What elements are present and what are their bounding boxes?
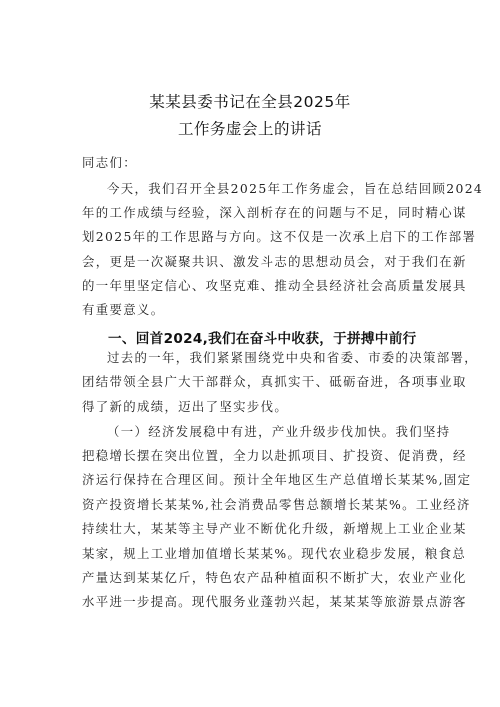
salutation: 同志们： (82, 155, 137, 170)
subsection-paragraph-line: 某家，规上工业增加值增长某某%。现代农业稳步发展，粮食总 (82, 546, 467, 561)
subsection-paragraph-line: 济运行保持在合理区间。预计全年地区生产总值增长某某%,固定 (82, 472, 472, 487)
intro-line: 有重要意义。 (82, 302, 165, 317)
subsection-paragraph-line: 把稳增长摆在突出位置，全力以赴抓项目、扩投资、促消费，经 (82, 448, 467, 463)
subsection-paragraph-line: 资产投资增长某某%,社会消费品零售总额增长某某%。工业经济 (82, 497, 471, 512)
section-heading: 一、回首2024,我们在奋斗中收获，于拼搏中前行 (108, 331, 417, 347)
intro-line: 年的工作成绩与经验，深入剖析存在的问题与不足，同时精心谋 (82, 205, 467, 220)
section-paragraph-line: 得了新的成绩，迈出了坚实步伐。 (82, 399, 289, 414)
subsection-paragraph-line: 持续壮大，某某等主导产业不断优化升级，新增规上工业企业某 (82, 521, 467, 536)
subsection-paragraph-line: （一）经济发展稳中有进，产业升级步伐加快。我们坚持 (107, 424, 451, 439)
intro-line: 的一年里坚定信心、攻坚克难、推动全县经济社会高质量发展具 (82, 278, 467, 293)
intro-line: 今天，我们召开全县2025年工作务虚会，旨在总结回顾2024 (107, 181, 484, 196)
subsection-paragraph-line: 水平进一步提高。现代服务业蓬勃兴起，某某某等旅游景点游客 (82, 594, 467, 609)
title-line-1: 某某县委书记在全县2025年 (149, 93, 351, 111)
section-paragraph-line: 团结带领全县广大干部群众，真抓实干、砥砺奋进，各项事业取 (82, 374, 467, 389)
subsection-paragraph-line: 产量达到某某亿斤，特色农产品种植面积不断扩大，农业产业化 (82, 570, 467, 585)
section-paragraph-line: 过去的一年，我们紧紧围绕党中央和省委、市委的决策部署， (107, 350, 478, 365)
intro-line: 会，更是一次凝聚共识、激发斗志的思想动员会，对于我们在新 (82, 254, 467, 269)
intro-line: 划2025年的工作思路与方向。这不仅是一次承上启下的工作部署 (82, 229, 477, 244)
title-line-2: 工作务虚会上的讲话 (177, 120, 322, 138)
